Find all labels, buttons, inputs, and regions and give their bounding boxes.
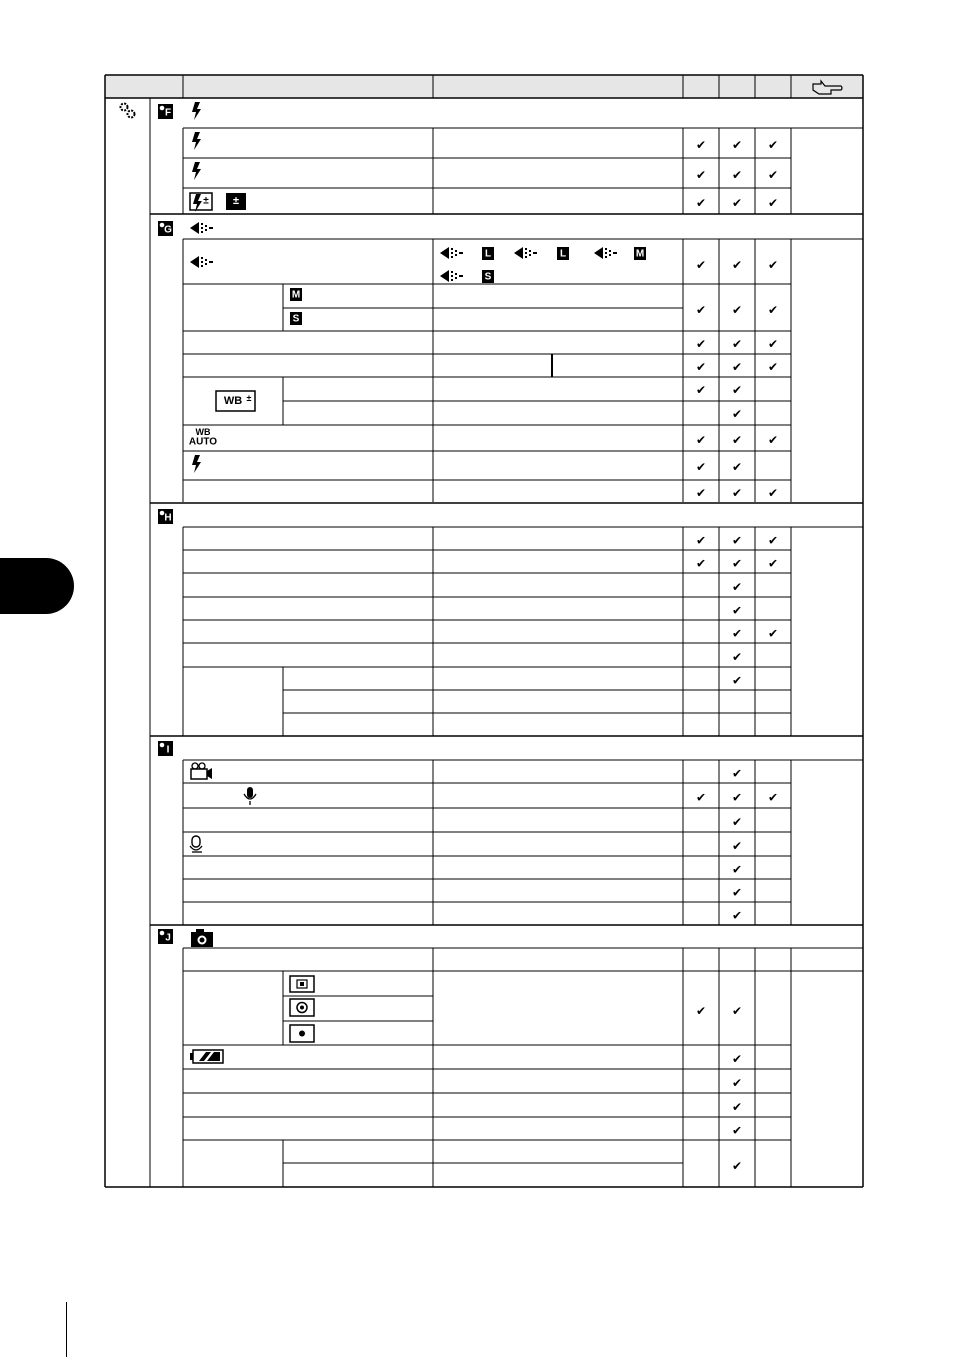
image-quality-dot [609, 254, 611, 256]
image-quality-dot [605, 248, 607, 250]
check-mark: ✔ [731, 839, 743, 853]
image-quality-dot [529, 254, 531, 256]
icon-letter: ± [203, 195, 209, 207]
check-mark: ✔ [695, 790, 707, 805]
check-mark: ✔ [695, 337, 707, 351]
gear-custom-menu-icon [121, 104, 135, 118]
camera-lens-inner [200, 938, 205, 943]
check-mark: ✔ [695, 360, 707, 374]
image-quality-dot [451, 248, 453, 250]
image-quality-dot [451, 256, 453, 258]
microphone-volume-icon [192, 836, 200, 847]
check-mark: ✔ [731, 360, 743, 374]
tab-letter: F [164, 107, 172, 119]
size-letter: M [635, 248, 645, 260]
size-letter: M [291, 289, 301, 301]
image-quality-dot [451, 252, 453, 254]
tab-gear-dot [160, 931, 165, 936]
image-quality-dot [605, 256, 607, 258]
check-mark: ✔ [731, 1076, 743, 1090]
check-mark: ✔ [767, 258, 779, 272]
image-quality-dot [451, 279, 453, 281]
check-mark: ✔ [695, 138, 707, 152]
check-mark: ✔ [695, 486, 707, 500]
image-quality-icon [440, 247, 449, 259]
battery-level [199, 1052, 220, 1061]
image-quality-dot [455, 277, 457, 279]
image-quality-icon [440, 270, 449, 282]
check-mark: ✔ [731, 1052, 743, 1066]
check-mark: ✔ [767, 790, 779, 805]
image-quality-icon [190, 222, 199, 234]
image-quality-dot [201, 265, 203, 267]
image-quality-dot [201, 231, 203, 233]
check-mark: ✔ [731, 815, 743, 829]
check-mark: ✔ [695, 533, 707, 548]
image-quality-icon [190, 256, 199, 268]
custom-tab-I-icon [158, 741, 173, 756]
tab-letter: G [164, 224, 172, 236]
image-quality-dot [459, 275, 463, 277]
image-quality-dot [459, 252, 463, 254]
check-mark: ✔ [767, 196, 779, 210]
flash-icon [192, 132, 201, 150]
metering-center-dot [300, 1006, 304, 1010]
check-mark: ✔ [767, 337, 779, 351]
check-mark: ✔ [731, 196, 743, 210]
check-mark: ✔ [731, 908, 743, 923]
check-mark: ✔ [731, 650, 743, 664]
check-mark: ✔ [731, 407, 743, 421]
check-mark: ✔ [767, 486, 779, 500]
image-quality-dot [525, 256, 527, 258]
check-mark: ✔ [731, 383, 743, 397]
image-quality-dot [201, 257, 203, 259]
icon-letter: ± [246, 393, 252, 403]
image-quality-icon [514, 247, 523, 259]
check-mark: ✔ [767, 360, 779, 374]
tab-gear-dot [160, 223, 165, 228]
tab-gear-dot [160, 743, 165, 748]
image-quality-dot [205, 259, 207, 261]
check-mark: ✔ [695, 168, 707, 182]
check-mark: ✔ [731, 580, 743, 594]
icon-letter: ± [232, 195, 240, 207]
flash-icon [192, 102, 201, 120]
tab-letter: H [164, 512, 172, 524]
image-quality-dot [205, 229, 207, 231]
image-quality-dot [201, 223, 203, 225]
check-mark: ✔ [731, 626, 743, 641]
check-mark: ✔ [695, 460, 707, 474]
size-letter: L [484, 248, 492, 260]
check-mark: ✔ [695, 556, 707, 571]
check-mark: ✔ [695, 258, 707, 272]
check-mark: ✔ [731, 138, 743, 152]
check-mark: ✔ [731, 673, 743, 688]
image-quality-dot [605, 252, 607, 254]
header-row [105, 75, 863, 98]
check-mark: ✔ [731, 1004, 743, 1018]
check-mark: ✔ [767, 433, 779, 447]
image-quality-dot [201, 227, 203, 229]
tab-letter: I [166, 744, 170, 756]
check-mark: ✔ [695, 303, 707, 317]
image-quality-dot [529, 250, 531, 252]
check-mark: ✔ [731, 433, 743, 447]
gear-cog [128, 111, 135, 118]
icon-letter: WB [223, 395, 243, 407]
check-mark: ✔ [731, 1159, 743, 1173]
check-mark: ✔ [731, 168, 743, 182]
image-quality-dot [613, 252, 617, 254]
image-quality-dot [455, 273, 457, 275]
check-mark: ✔ [731, 603, 743, 618]
check-mark: ✔ [695, 383, 707, 397]
image-quality-dot [455, 250, 457, 252]
check-mark: ✔ [731, 556, 743, 571]
check-mark: ✔ [731, 766, 743, 781]
check-mark: ✔ [731, 1100, 743, 1114]
camera-top [196, 929, 204, 933]
movie-camera-reel [192, 763, 198, 769]
size-letter: S [292, 313, 300, 325]
image-quality-dot [609, 250, 611, 252]
gear-cog [121, 104, 128, 111]
check-mark: ✔ [731, 790, 743, 805]
wb-auto-icon: AUTO [188, 436, 218, 448]
image-quality-dot [451, 271, 453, 273]
check-mark: ✔ [695, 433, 707, 447]
tab-gear-dot [160, 106, 165, 111]
check-mark: ✔ [731, 885, 743, 900]
metering-spot-dot [299, 1031, 305, 1037]
check-mark: ✔ [731, 258, 743, 272]
size-letter: S [484, 271, 492, 283]
check-mark: ✔ [731, 337, 743, 351]
check-mark: ✔ [731, 486, 743, 500]
flash-icon [192, 455, 201, 473]
tab-gear-dot [160, 511, 165, 516]
microphone-icon [247, 787, 253, 798]
check-mark: ✔ [731, 533, 743, 548]
size-letter: L [559, 248, 567, 260]
image-quality-dot [205, 263, 207, 265]
image-quality-dot [451, 275, 453, 277]
check-mark: ✔ [731, 862, 743, 877]
wb-auto-icon: WB [195, 427, 211, 437]
check-mark: ✔ [731, 460, 743, 474]
image-quality-dot [209, 227, 213, 229]
check-mark: ✔ [731, 1123, 743, 1138]
check-mark: ✔ [695, 196, 707, 210]
check-mark: ✔ [767, 303, 779, 317]
check-mark: ✔ [731, 303, 743, 317]
check-mark: ✔ [767, 556, 779, 571]
image-quality-dot [205, 225, 207, 227]
movie-camera-reel [199, 763, 205, 769]
image-quality-dot [455, 254, 457, 256]
check-mark: ✔ [767, 533, 779, 548]
tab-letter: J [165, 932, 171, 944]
check-mark: ✔ [767, 626, 779, 641]
check-mark: ✔ [695, 1004, 707, 1018]
image-quality-dot [533, 252, 537, 254]
image-quality-dot [525, 248, 527, 250]
image-quality-dot [525, 252, 527, 254]
check-mark: ✔ [767, 168, 779, 182]
metering-ess-dot [300, 982, 304, 986]
movie-camera-icon [191, 769, 207, 779]
image-quality-dot [201, 261, 203, 263]
image-quality-dot [209, 261, 213, 263]
check-mark: ✔ [767, 138, 779, 152]
flash-icon [192, 162, 201, 180]
battery-terminal [190, 1053, 193, 1060]
image-quality-icon [594, 247, 603, 259]
